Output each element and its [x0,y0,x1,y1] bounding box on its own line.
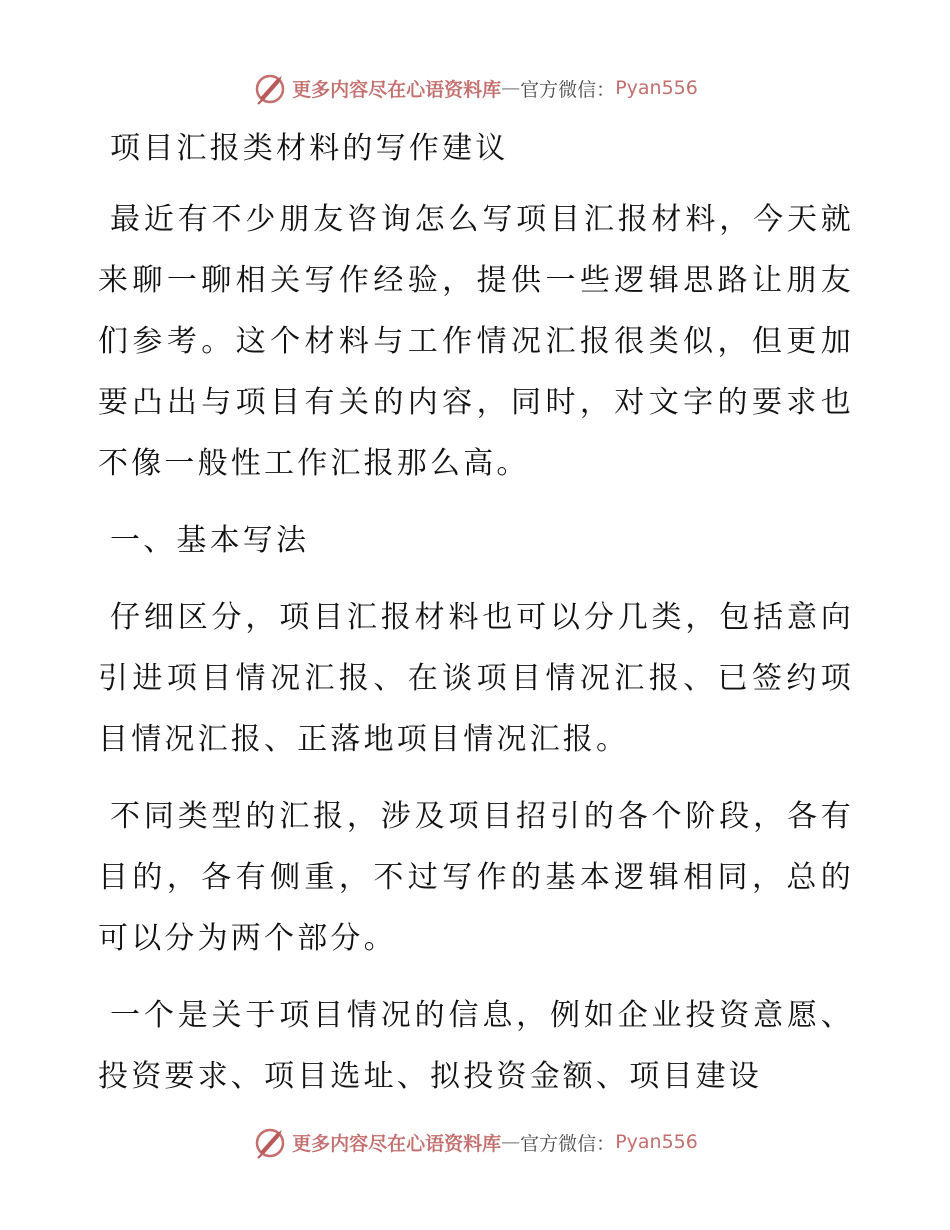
watermark-brand-text: 更多内容尽在心语资料库 [292,1132,502,1155]
paragraph-intro: 最近有不少朋友咨询怎么写项目汇报材料，今天就来聊一聊相关写作经验，提供一些逻辑思路让朋友们参考。这个材料与工作情况汇报很类似，但更加要凸出与项目有关的内容，同时，对文字的要求也不像一般性工作汇报那么高。 [98,202,854,481]
watermark-separator: — [501,77,521,99]
header-watermark [0,70,950,106]
section-heading: 一、基本写法 [110,523,310,558]
footer-watermark [0,1124,950,1160]
document-title: 项目汇报类材料的写作建议 [110,131,509,166]
watermark-wechat-label: 官方微信： [520,78,616,101]
paragraph-logic: 不同类型的汇报，涉及项目招引的各个阶段，各有目的，各有侧重，不过写作的基本逻辑相同，总的可以分为两个部分。 [98,799,854,956]
paragraph-project-info: 一个是关于项目情况的信息，例如企业投资意愿、投资要求、项目选址、拟投资金额、项目建设 [98,998,854,1094]
document-body [98,118,854,1107]
quill-pen-logo-icon [252,1124,288,1160]
watermark-wechat-label: 官方微信： [520,1132,616,1155]
watermark-separator: — [501,1131,521,1153]
watermark-wechat-id: Pyan556 [615,1131,698,1153]
quill-pen-logo-icon [252,70,288,106]
watermark-brand-text: 更多内容尽在心语资料库 [292,78,502,101]
paragraph-categories: 仔细区分，项目汇报材料也可以分几类，包括意向引进项目情况汇报、在谈项目情况汇报、已签约项目情况汇报、正落地项目情况汇报。 [98,600,854,757]
watermark-wechat-id: Pyan556 [615,77,698,99]
